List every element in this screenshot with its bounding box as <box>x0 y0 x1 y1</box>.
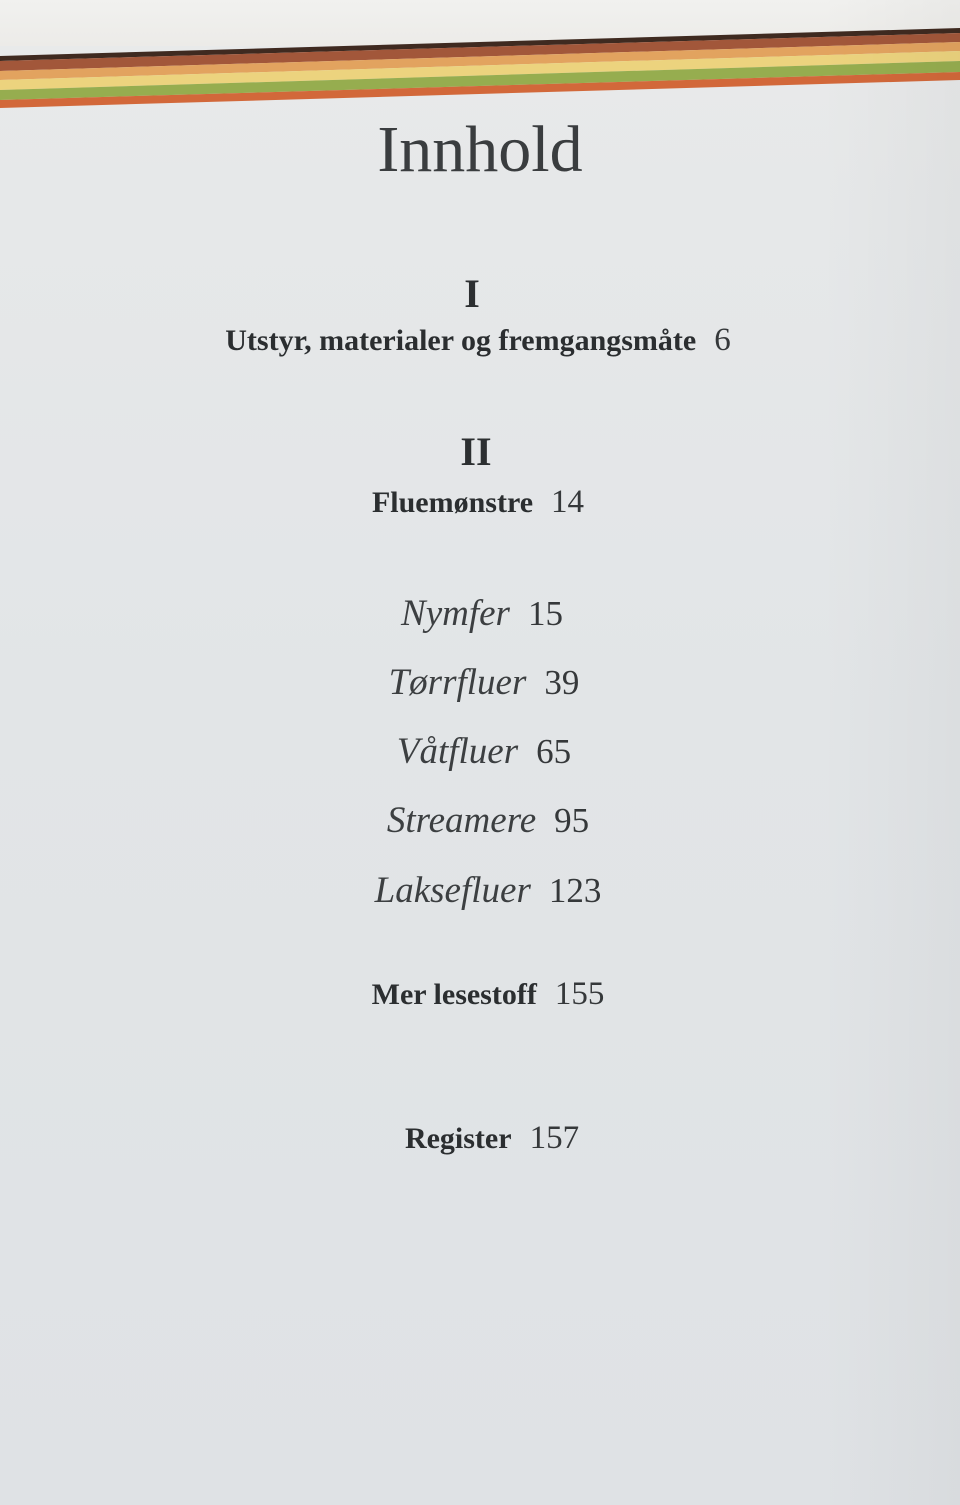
toc-entry-label: Mer lesestoff <box>371 978 537 1011</box>
decorative-stripes <box>0 0 960 120</box>
toc-entry-label: Laksefluer <box>374 870 531 911</box>
toc-entry-label: Våtfluer <box>396 731 519 772</box>
toc-entry-mer-lesestoff[interactable] <box>8 976 960 1013</box>
part-numeral-1: I <box>464 271 480 316</box>
toc-entry-page: 157 <box>529 1120 580 1156</box>
toc-entry-page: 6 <box>714 322 731 358</box>
toc-entry-page: 39 <box>544 663 580 702</box>
toc-entry-label: Tørrfluer <box>388 662 527 703</box>
toc-entry-torrfluer[interactable] <box>4 661 960 704</box>
toc-entry-page: 123 <box>548 871 602 910</box>
toc-entry-page: 14 <box>551 484 585 520</box>
toc-entry-page: 95 <box>554 801 590 840</box>
toc-entry-vatfluer[interactable] <box>4 730 960 773</box>
part-numeral-2: II <box>460 429 492 474</box>
toc-entry-register[interactable] <box>12 1120 960 1157</box>
toc-entry-label: Nymfer <box>401 593 510 634</box>
toc-entry-page: 155 <box>554 976 605 1012</box>
toc-entry-laksefluer[interactable] <box>8 869 960 912</box>
toc-entry-label: Streamere <box>386 800 537 841</box>
toc-entry-streamere[interactable] <box>8 799 960 842</box>
toc-heading: Innhold <box>377 113 583 186</box>
page-shading <box>820 0 960 1505</box>
toc-entry-fluemonstre[interactable] <box>0 484 958 521</box>
toc-entry-page: 65 <box>536 732 572 771</box>
toc-entry-label: Register <box>404 1122 512 1155</box>
toc-entry-page: 15 <box>527 594 563 633</box>
toc-entry-label: Utstyr, materialer og fremgangsmåte <box>225 324 697 357</box>
toc-entry-nymfer[interactable] <box>2 592 960 635</box>
toc-entry-utstyr[interactable] <box>0 322 958 359</box>
toc-entry-label: Fluemønstre <box>371 486 534 519</box>
